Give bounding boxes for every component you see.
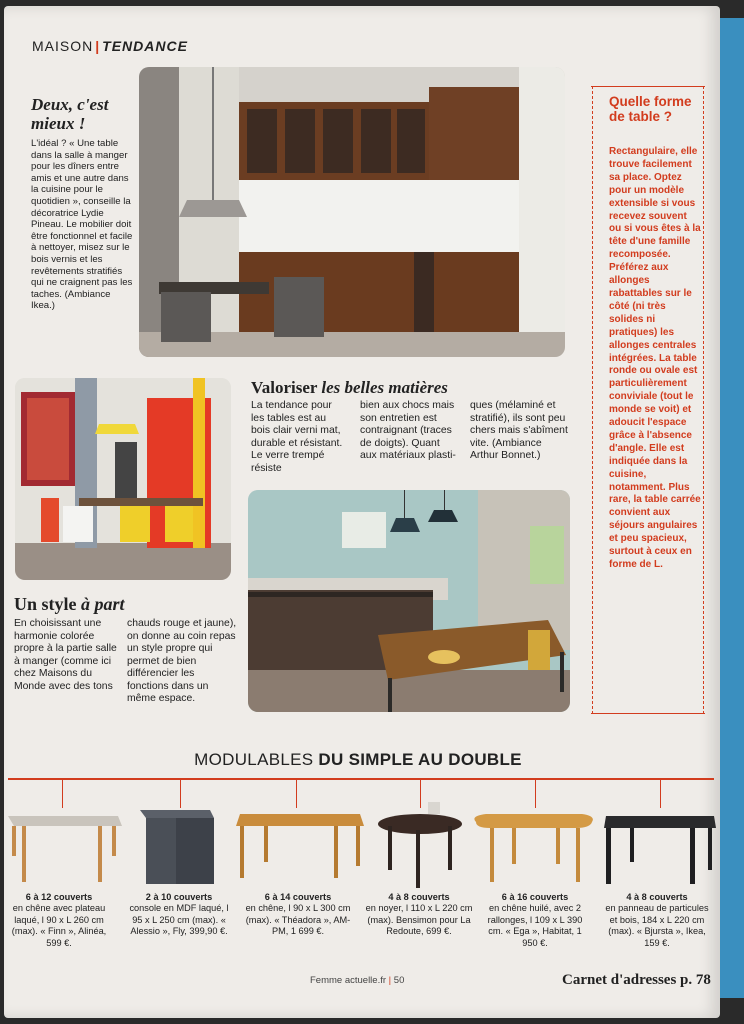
style-col-2: chauds rouge et jaune), on donne au coin repas un style propre qui permet de bien différencier les fonctions dans un même espace.	[127, 618, 237, 704]
modulables-heading	[0, 750, 716, 770]
sidebar-body: Rectangulaire, elle trouve facilement sa place. Optez pour un modèle extensible si vous recevez souvent ou si vous êtes à la tête d'une famille recomposée. Préférez aux allonges rabattables sur le côté (ni très solides ni pratiques) les allonges centrales intégrées. La table ronde ou ovale est particulièrement conviviale (tout le monde se voit) et adoucit l'espace grâce à l'absence d'angle. Elle est indiquée dans la cuisine, notamment. Plus rare, la table carrée convient aux séjours angulaires et peu spacieux, surtout à ceux en forme de L.	[609, 146, 701, 570]
carnet-adresses: Carnet d'adresses p. 78	[562, 972, 711, 988]
valoriser-col-3: ques (mélaminé et stratifié), ils sont peu chers mais s'abîment vite. (Ambiance Arthur Bonnet.)	[470, 400, 568, 461]
product-theadora	[243, 892, 353, 938]
modulables-heading-bold: DU SIMPLE AU DOUBLE	[318, 750, 522, 769]
rubric-separator: |	[95, 38, 101, 54]
table-alessio-illustration	[140, 810, 214, 884]
product-covers: 4 à 8 couverts	[626, 892, 688, 902]
product-finn	[4, 892, 114, 949]
product-covers: 6 à 14 couverts	[264, 892, 332, 902]
product-covers: 6 à 12 couverts	[25, 892, 93, 902]
sidebar-title: Quelle forme de table ?	[609, 94, 692, 124]
rubric-right: TENDANCE	[102, 38, 188, 54]
style-heading	[14, 594, 214, 615]
tables-illustration	[0, 800, 716, 892]
style-heading-italic: à part	[81, 594, 125, 614]
product-desc: en chêne, l 90 x L 300 cm (max). « Théadora », AM-PM, 1 699 €.	[245, 903, 351, 937]
product-bensimon	[364, 892, 474, 938]
product-covers: 4 à 8 couverts	[388, 892, 450, 902]
page-footer	[310, 975, 404, 986]
product-desc: console en MDF laqué, l 95 x L 250 cm (max). « Alessio », Fly, 399,90 €.	[129, 903, 229, 937]
table-theadora-illustration	[236, 814, 364, 878]
table-ega-illustration	[474, 814, 593, 882]
sidebar-top-rule	[591, 86, 705, 87]
style-heading-plain: Un style	[14, 594, 81, 614]
product-covers: 2 à 10 couverts	[145, 892, 213, 902]
valoriser-col-1: La tendance pour les tables est au bois clair verni mat, durable et résistant. Le verre trempé résiste	[251, 400, 343, 474]
kitchen-photo	[139, 67, 565, 357]
deux-heading: Deux, c'est mieux !	[31, 95, 109, 133]
section-rubric	[32, 38, 188, 54]
footer-site: Femme actuelle.fr	[310, 975, 387, 986]
sidebar-bottom-rule	[591, 713, 705, 714]
style-col-1: En choisissant une harmonie colorée propre à la partie salle à manger (comme ici chez Maisons du Monde avec des tons	[14, 618, 117, 692]
product-bjursta	[602, 892, 712, 949]
product-desc: en panneau de particules et bois, 184 x L 220 cm (max). « Bjursta », Ikea, 159 €.	[605, 903, 709, 948]
rubric-left: MAISON	[32, 38, 94, 54]
product-alessio	[124, 892, 234, 938]
sidebar-box	[592, 86, 704, 714]
valoriser-heading-italic: les belles matières	[321, 378, 448, 397]
product-desc: en noyer, l 110 x L 220 cm (max). Bensimon pour La Redoute, 699 €.	[365, 903, 473, 937]
valoriser-col-2: bien aux chocs mais son entretien est contraignant (traces de doigts). Quant aux matériaux plasti-	[360, 400, 456, 461]
table-bensimon-illustration	[378, 802, 462, 888]
table-finn-illustration	[8, 816, 122, 882]
footer-sep: |	[388, 975, 392, 986]
product-covers: 6 à 16 couverts	[501, 892, 569, 902]
wood-dining-photo	[248, 490, 570, 712]
table-bjursta-illustration	[604, 816, 716, 884]
product-desc: en chêne avec plateau laqué, l 90 x L 260 cm (max). « Finn », Alinéa, 599 €.	[11, 903, 107, 948]
colorful-dining-photo	[15, 378, 231, 580]
product-ega	[480, 892, 590, 949]
product-desc: en chêne huilé, avec 2 rallonges, l 109 x L 390 cm. « Ega », Habitat, 1 950 €.	[487, 903, 583, 948]
modulables-rule	[8, 778, 714, 780]
modulables-heading-light: MODULABLES	[194, 750, 319, 769]
page-number: 50	[393, 975, 405, 986]
deux-body: L'idéal ? « Une table dans la salle à manger pour les dîners entre amis et une autre dans la cuisine pour le quotidien », conseille la décoratrice Lydie Pineau. Le mobilier doit être fonctionnel et facile à nettoyer, misez sur le bois vernis et les revêtements stratifiés qui ne craignent pas les taches. (Ambiance Ikea.)	[31, 138, 133, 312]
valoriser-heading	[251, 378, 571, 398]
next-page-edge	[718, 18, 744, 998]
valoriser-heading-plain: Valoriser	[251, 378, 322, 397]
